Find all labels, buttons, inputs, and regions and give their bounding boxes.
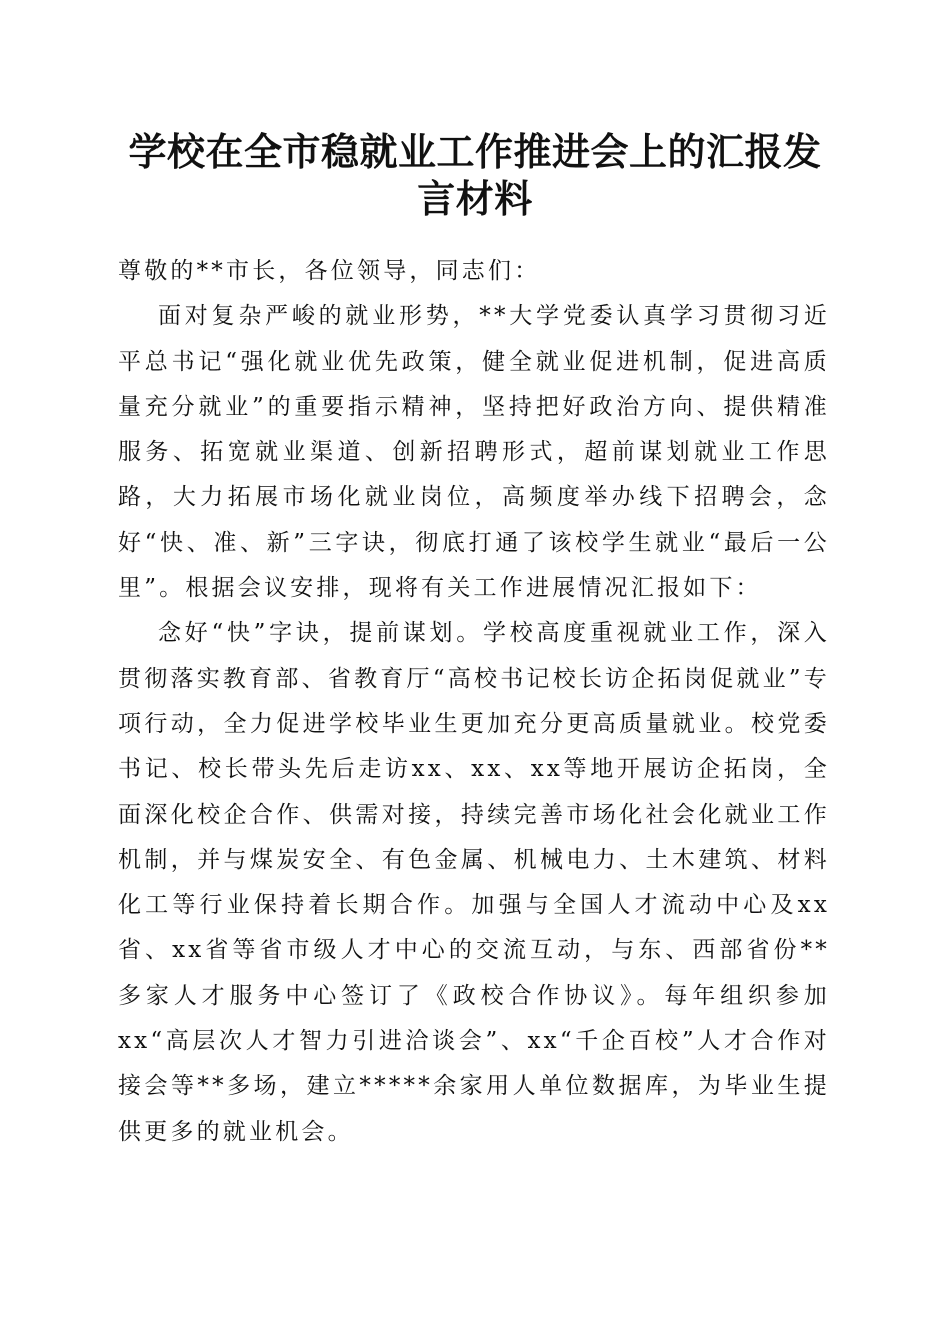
paragraph-intro: 面对复杂严峻的就业形势，**大学党委认真学习贯彻习近平总书记“强化就业优先政策，健全就业促进机制，促进高质量充分就业”的重要指示精神，坚持把好政治方向、提供精准服务、拓宽就业渠道、创新招聘形式，超前谋划就业工作思路，大力拓展市场化就业岗位，高频度举办线下招聘会，念好“快、准、新”三字诀，彻底打通了该校学生就业“最后一公里”。根据会议安排，现将有关工作进展情况汇报如下： bbox=[118, 303, 830, 602]
document-title: 学校在全市稳就业工作推进会上的汇报发言材料 bbox=[128, 129, 822, 221]
salutation: 尊敬的**市长，各位领导，同志们： bbox=[118, 258, 541, 284]
document-body bbox=[118, 249, 830, 1155]
paragraph-kuai: 念好“快”字诀，提前谋划。学校高度重视就业工作，深入贯彻落实教育部、省教育厅“高校书记校长访企拓岗促就业”专项行动，全力促进学校毕业生更加充分更高质量就业。校党委书记、校长带头先后走访xx、xx、xx等地开展访企拓岗，全面深化校企合作、供需对接，持续完善市场化社会化就业工作机制，并与煤炭安全、有色金属、机械电力、土木建筑、材料化工等行业保持着长期合作。加强与全国人才流动中心及xx省、xx省等省市级人才中心的交流互动，与东、西部省份**多家人才服务中心签订了《政校合作协议》。每年组织参加xx“高层次人才智力引进洽谈会”、xx“千企百校”人才合作对接会等**多场，建立*****余家用人单位数据库，为毕业生提供更多的就业机会。 bbox=[118, 620, 830, 1145]
